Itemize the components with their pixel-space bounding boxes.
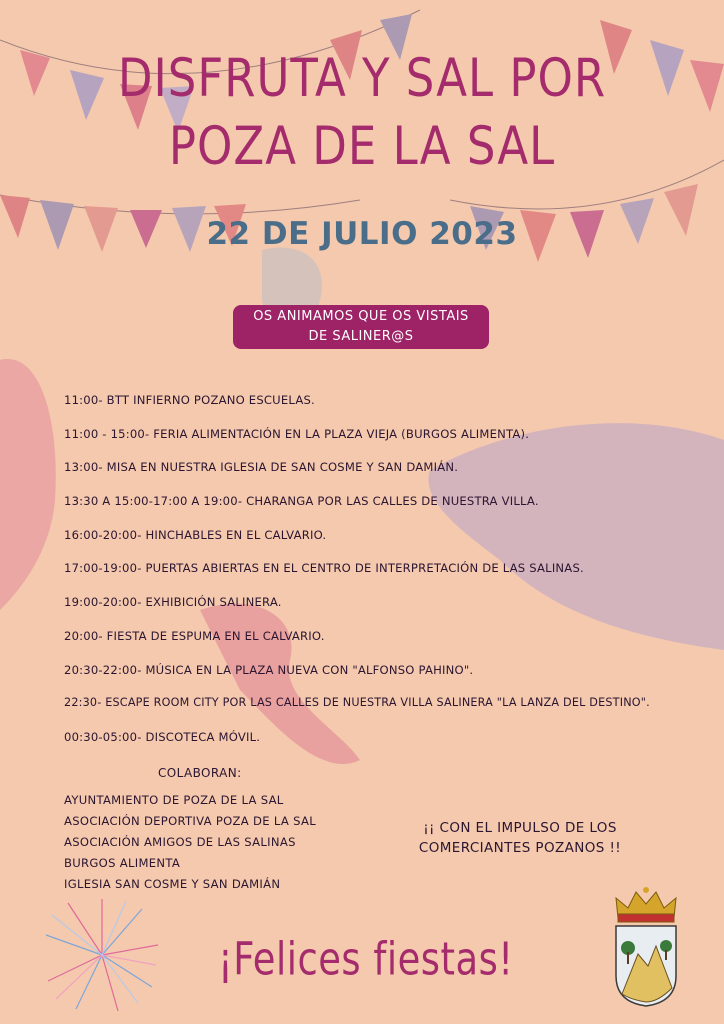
schedule-item: 13:00- MISA EN NUESTRA IGLESIA DE SAN COSME Y SAN DAMIÁN.: [64, 460, 459, 475]
impulse-line1: ¡¡ CON EL IMPULSO DE LOS: [423, 820, 617, 836]
schedule-item: 11:00 - 15:00- FERIA ALIMENTACIÓN EN LA PLAZA VIEJA (BURGOS ALIMENTA).: [64, 426, 530, 441]
closing-greeting: ¡Felices fiestas!: [218, 932, 514, 986]
collaborator-item: ASOCIACIÓN DEPORTIVA POZA DE LA SAL: [64, 814, 316, 828]
event-date: 22 DE JULIO 2023: [206, 216, 518, 252]
collaborator-item: ASOCIACIÓN AMIGOS DE LAS SALINAS: [64, 835, 296, 849]
collaborator-item: IGLESIA SAN COSME Y SAN DAMIÁN: [64, 877, 281, 891]
impulse-message: [390, 818, 650, 858]
schedule-item: 20:00- FIESTA DE ESPUMA EN EL CALVARIO.: [64, 628, 325, 643]
schedule-item: 19:00-20:00- EXHIBICIÓN SALINERA.: [64, 595, 282, 610]
schedule-item: 20:30-22:00- MÚSICA EN LA PLAZA NUEVA CON "ALFONSO PAHINO".: [64, 662, 474, 677]
collaborators-title: COLABORAN:: [158, 766, 242, 780]
collaborator-item: AYUNTAMIENTO DE POZA DE LA SAL: [64, 793, 284, 807]
coat-of-arms-icon: [608, 884, 684, 1010]
schedule-item: 11:00- BTT INFIERNO POZANO ESCUELAS.: [64, 393, 315, 407]
collaborator-item: BURGOS ALIMENTA: [64, 856, 181, 870]
schedule-item: 16:00-20:00- HINCHABLES EN EL CALVARIO.: [64, 527, 327, 542]
poster-title-line2: POZA DE LA SAL: [168, 115, 556, 177]
schedule-item: 17:00-19:00- PUERTAS ABIERTAS EN EL CENTRO DE INTERPRETACIÓN DE LAS SALINAS.: [64, 561, 584, 576]
schedule-item: 13:30 A 15:00-17:00 A 19:00- CHARANGA POR LAS CALLES DE NUESTRA VILLA.: [64, 494, 539, 509]
firework-icon: [42, 895, 162, 1015]
schedule-list: [64, 393, 724, 764]
impulse-line2: COMERCIANTES POZANOS !!: [418, 840, 622, 856]
schedule-item: 00:30-05:00- DISCOTECA MÓVIL.: [64, 729, 261, 744]
schedule-item: 22:30- ESCAPE ROOM CITY POR LAS CALLES DE NUESTRA VILLA SALINERA "LA LANZA DEL DESTINO".: [64, 696, 650, 710]
collaborators-list: [64, 793, 316, 898]
tagline-badge: [233, 305, 489, 349]
poster-title-line1: DISFRUTA Y SAL POR: [117, 47, 607, 109]
tagline-line2: DE SALINER@S: [308, 329, 414, 344]
tagline-line1: OS ANIMAMOS QUE OS VISTAIS: [253, 309, 469, 324]
